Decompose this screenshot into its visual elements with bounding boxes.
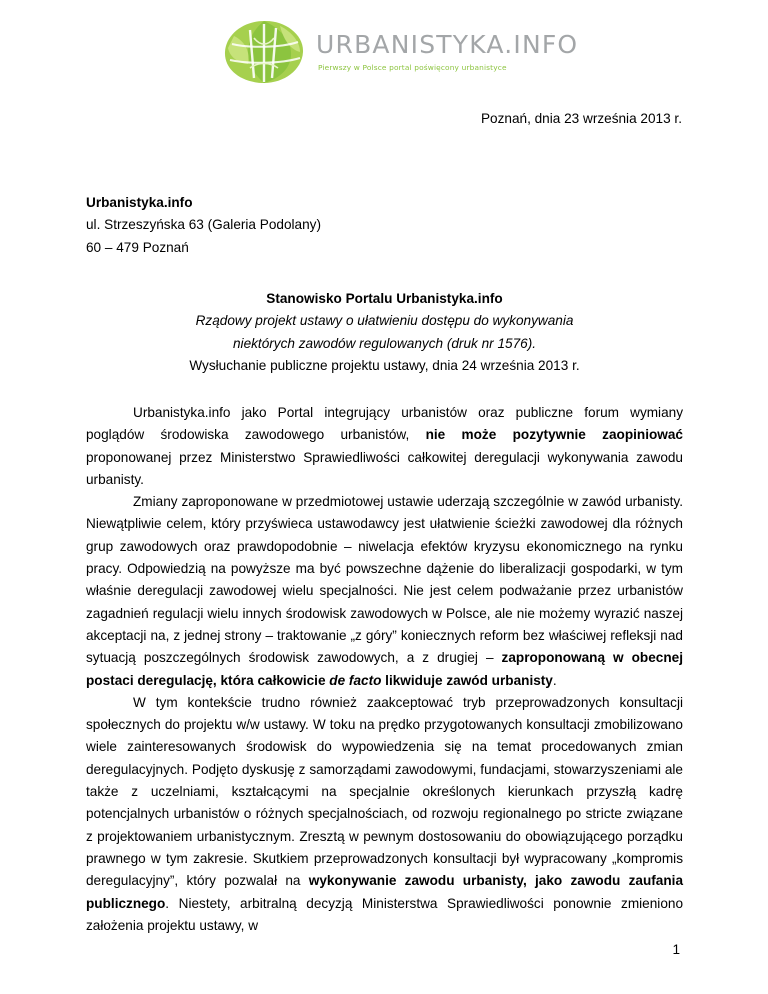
p2-emphasis: zaproponowaną w obecnej postaci deregulację, która całkowicie bbox=[86, 650, 683, 688]
letter-date: Poznań, dnia 23 września 2013 r. bbox=[480, 111, 682, 126]
sender-address bbox=[86, 192, 321, 259]
heading-subtitle-line1: Rządowy projekt ustawy o ułatwieniu dostępu do wykonywania bbox=[195, 313, 574, 329]
sender-street: ul. Strzeszyńska 63 (Galeria Podolany) bbox=[86, 217, 321, 233]
urbanistyka-logo bbox=[220, 18, 579, 86]
sender-name: Urbanistyka.info bbox=[86, 195, 193, 210]
p3-text: W tym kontekście trudno również zaakceptować tryb przeprowadzonych konsultacji społecznych do projektu w/w ustawy. W toku na prędko przygotowanych konsultacji zmobilizowano wiele zainteresowanych środowisk do wypowiedzenia się na temat procedowanych zmian deregulacyjnych. Podjęto dyskusję z samorządami zawodowymi, fundacjami, stowarzyszeniami ale także z uczelniami, kształcącymi na specjalnie określonych kierunkach przyszłą kadrę potencjalnych urbanistów o różnych specjalnościach, od rozwoju regionalnego po stricte związane z projektowaniem urbanistycznym. Zresztą w pewnym dostosowaniu do obowiązującego porządku prawnego w tym zakresie. Skutkiem przeprowadzonych konsultacji był wypracowany „kompromis deregulacyjny”, który pozwalał na bbox=[86, 694, 683, 889]
p2-emphasis-italic: de facto bbox=[329, 672, 382, 688]
p2-text: Zmiany zaproponowane w przedmiotowej ustawie uderzają szczególnie w zawód urbanisty. Niewątpliwie celem, który przyświeca ustawodawcy jest ułatwienie ścieżki zawodowej dla różnych grup zawodowych oraz prawdopodobnie – niwelacja efektów kryzysu ekonomicznego na rynku pracy. Odpowiedzią na powyższe ma być powszechne dążenie do liberalizacji gospodarki, w tym właśnie deregulacji zawodowej wielu specjalności. Nie jest celem podważanie przez urbanistów zagadnień regulacji wielu innych środowisk zawodowych w Polsce, ale nie możemy wyrazić naszej akceptacji na, z jednej strony – traktowanie „z góry” koniecznych reform bez właściwej refleksji nad sytuacją poszczególnych środowisk zawodowych, a z drugiej – bbox=[86, 494, 683, 666]
p1-text: Urbanistyka.info jako Portal integrujący urbanistów oraz publiczne forum wymiany poglądów środowiska zawodowego urbanistów, bbox=[86, 405, 683, 443]
logo-tagline: Pierwszy w Polsce portal poświęcony urbanistyce bbox=[318, 63, 507, 72]
document-body bbox=[86, 402, 683, 937]
p1-text-end: proponowanej przez Ministerstwo Sprawiedliwości całkowitej deregulacji wykonywania zawodu urbanisty. bbox=[86, 449, 683, 487]
heading-subtitle-line2: niektórych zawodów regulowanych (druk nr 1576). bbox=[233, 335, 536, 351]
sender-city: 60 – 479 Poznań bbox=[86, 239, 189, 255]
paragraph-3 bbox=[86, 692, 683, 937]
p2-emphasis-end: likwiduje zawód urbanisty bbox=[381, 672, 553, 688]
p1-emphasis: nie może pozytywnie zaopiniować bbox=[425, 427, 683, 443]
logo-name: URBANISTYKA.INFO bbox=[316, 30, 579, 59]
p2-text-end: . bbox=[552, 672, 557, 688]
heading-title: Stanowisko Portalu Urbanistyka.info bbox=[266, 291, 503, 306]
paragraph-2 bbox=[86, 491, 683, 692]
p3-text-end: . Niestety, arbitralną decyzją Ministerstwa Sprawiedliwości ponownie zmieniono założenia projektu ustawy, w bbox=[86, 895, 683, 933]
p3-emphasis: wykonywanie zawodu urbanisty, jako zawodu zaufania publicznego bbox=[86, 873, 684, 911]
paragraph-1 bbox=[86, 402, 683, 491]
page-number: 1 bbox=[672, 942, 680, 957]
leaf-logo-icon bbox=[220, 18, 308, 86]
heading-hearing: Wysłuchanie publiczne projektu ustawy, dnia 24 września 2013 r. bbox=[189, 357, 580, 373]
document-heading bbox=[86, 288, 683, 377]
